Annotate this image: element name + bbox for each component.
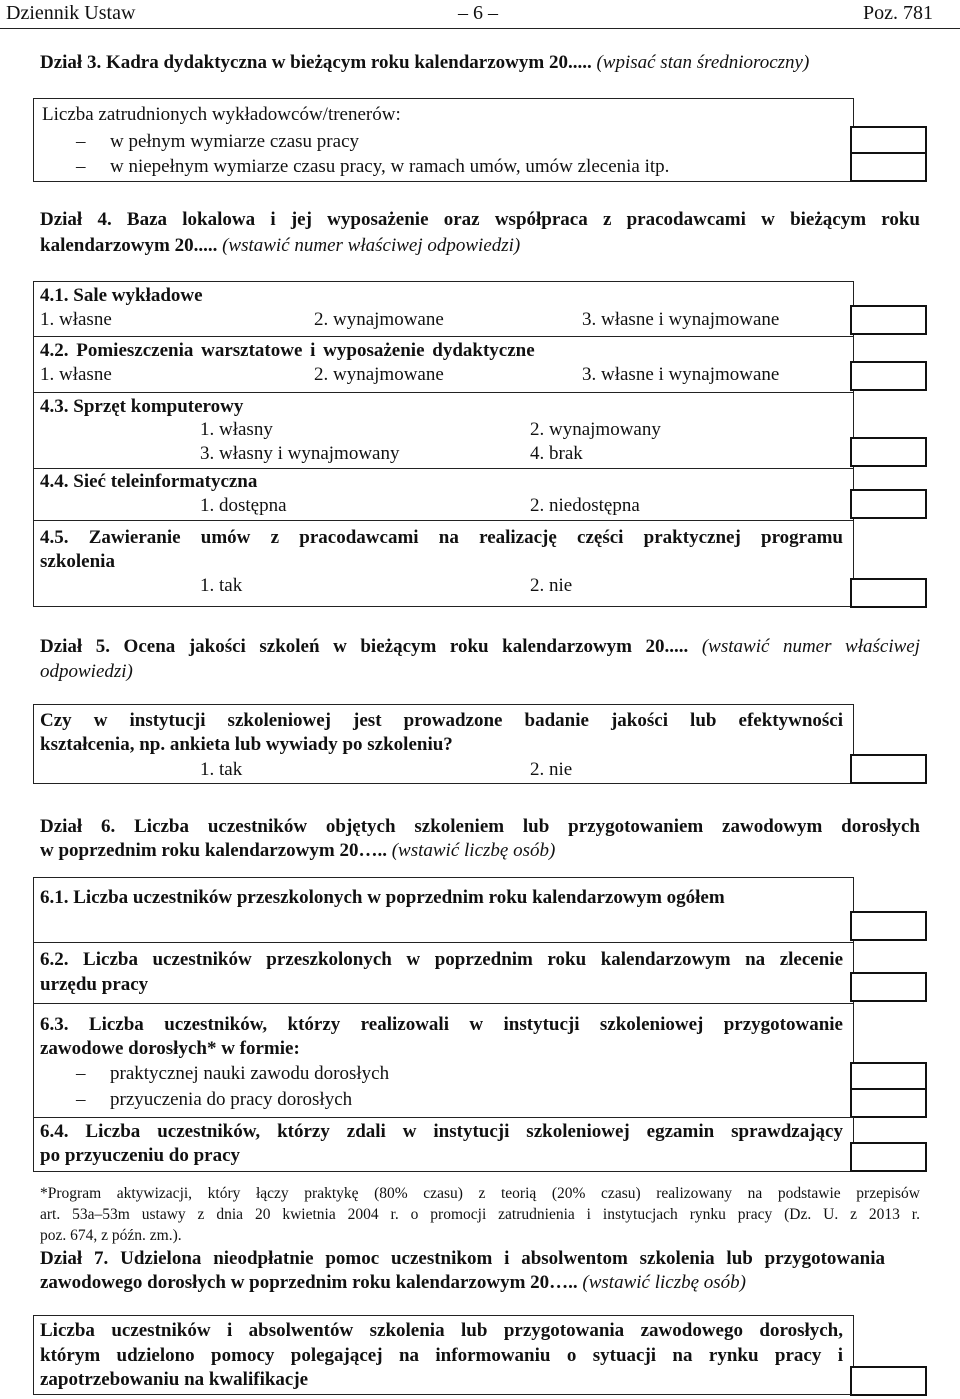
section-6-title-line1: Dział 6. Liczba uczestników objętych szkoleniem lub przygotowaniem zawodowym dorosłych [40,816,920,837]
q64-label-line2: po przyuczeniu do pracy [40,1145,241,1166]
q43-option-3: 3. własny i wynajmowany [200,443,400,464]
q45-option-2: 2. nie [530,575,573,596]
section-4-title-line1: Dział 4. Baza lokalowa i jej wyposażenie oraz współpraca z pracodawcami w bieżącym roku [40,209,920,230]
q43-option-4: 4. brak [530,443,583,464]
section-4-title-line2: kalendarzowym 20..... (wstawić numer właściwej odpowiedzi) [40,235,521,256]
q41-option-3: 3. własne i wynajmowane [582,309,780,330]
q41-title: 4.1. Sale wykładowe [40,285,203,306]
q64-label-line1: 6.4. Liczba uczestników, którzy zdali w instytucji szkoleniowej egzamin sprawdzający [40,1121,843,1142]
header-rule [0,28,960,29]
s5-option-2: 2. nie [530,759,573,780]
s7-question-line3: zapotrzebowaniu na kwalifikacje [40,1369,309,1390]
q41-option-2: 2. wynajmowane [314,309,444,330]
s5-answer-box[interactable] [850,754,927,784]
q45-divider [33,520,854,521]
header-position: Poz. 781 [863,2,933,24]
q43-option-1: 1. własny [200,419,273,440]
q44-divider [33,468,854,469]
header-journal: Dziennik Ustaw [6,2,136,24]
q61-count-box[interactable] [850,911,927,941]
q64-count-box[interactable] [850,1142,927,1172]
q45-question-line1: 4.5. Zawieranie umów z pracodawcami na realizację części praktycznej programu [40,527,843,548]
section-5-title-line1: Dział 5. Ocena jakości szkoleń w bieżącym roku kalendarzowym 20..... (wstawić numer właściwej [40,636,920,657]
q41-answer-box[interactable] [850,305,927,335]
q61-label: 6.1. Liczba uczestników przeszkolonych w poprzednim roku kalendarzowym ogółem [40,887,725,908]
q42-option-3: 3. własne i wynajmowane [582,364,780,385]
s7-question-line2: którym udzielono pomocy polegającej na informowaniu o sytuacji na rynku pracy i [40,1345,843,1366]
s7-question-line1: Liczba uczestników i absolwentów szkolenia lub przygotowania zawodowego dorosłych, [40,1320,843,1341]
q41-option-1: 1. własne [40,309,112,330]
q63-item-training: – przyuczenia do pracy dorosłych [110,1089,352,1111]
q63-label-line2: zawodowe dorosłych* w formie: [40,1038,300,1059]
q62-divider [33,942,854,943]
q63-divider [33,1003,854,1004]
q42-divider [33,336,854,337]
header-page-number: – 6 – [458,2,498,24]
q44-option-2: 2. niedostępna [530,495,640,516]
s5-question-line2: kształcenia, np. ankieta lub wywiady po szkoleniu? [40,734,453,755]
part-time-count-box[interactable] [850,152,927,182]
full-time-item: – w pełnym wymiarze czasu pracy [110,131,359,153]
footnote-line2: art. 53a–53m ustawy z dnia 20 kwietnia 2004 r. o promocji zatrudnienia i instytucjach rynku pracy (Dz. U. z 2013 r. [40,1206,920,1223]
section-3-title: Dział 3. Kadra dydaktyczna w bieżącym roku kalendarzowym 20..... (wpisać stan średnioroczny) [40,52,810,73]
section-6-title-line2: w poprzednim roku kalendarzowym 20….. (wstawić liczbę osób) [40,840,556,861]
section-7-title-line2: zawodowego dorosłych w poprzednim roku kalendarzowym 20….. (wstawić liczbę osób) [40,1272,747,1293]
s7-count-box[interactable] [850,1366,927,1396]
q42-option-2: 2. wynajmowane [314,364,444,385]
q62-label-line2: urzędu pracy [40,974,149,995]
part-time-item: – w niepełnym wymiarze czasu pracy, w ramach umów, umów zlecenia itp. [110,156,669,178]
q64-divider [33,1117,854,1118]
staff-count-label: Liczba zatrudnionych wykładowców/trenerów: [42,104,401,125]
q44-answer-box[interactable] [850,489,927,519]
q63-label-line1: 6.3. Liczba uczestników, którzy realizowali w instytucji szkoleniowej przygotowanie [40,1014,843,1035]
footnote-line1: *Program aktywizacji, który łączy praktykę (80% czasu) z teorią (20% czasu) realizowany na podstawie przepisów [40,1185,920,1202]
q43-title: 4.3. Sprzęt komputerowy [40,396,244,417]
s5-question-line1: Czy w instytucji szkoleniowej jest prowadzone badanie jakości lub efektywności [40,710,843,731]
q43-option-2: 2. wynajmowany [530,419,661,440]
q42-answer-box[interactable] [850,361,927,391]
q42-option-1: 1. własne [40,364,112,385]
q44-title: 4.4. Sieć teleinformatyczna [40,471,258,492]
q62-label-line1: 6.2. Liczba uczestników przeszkolonych w poprzednim roku kalendarzowym na zlecenie [40,949,843,970]
q63-training-count-box[interactable] [850,1088,927,1118]
q63-item-practical: – praktycznej nauki zawodu dorosłych [110,1063,389,1085]
q62-count-box[interactable] [850,972,927,1002]
q45-answer-box[interactable] [850,578,927,608]
footnote-line3: poz. 674, z późn. zm.). [40,1227,182,1244]
q45-option-1: 1. tak [200,575,243,596]
q43-answer-box[interactable] [850,437,927,467]
section-7-title-line1: Dział 7. Udzielona nieodpłatnie pomoc uczestnikom i absolwentom szkolenia lub przygotowania [40,1248,885,1269]
q43-divider [33,392,854,393]
section-5-title-line2: odpowiedzi) [40,661,133,682]
q44-option-1: 1. dostępna [200,495,287,516]
q42-title: 4.2. Pomieszczenia warsztatowe i wyposażenie dydaktyczne [40,340,535,361]
s5-option-1: 1. tak [200,759,243,780]
q45-question-line2: szkolenia [40,551,115,572]
